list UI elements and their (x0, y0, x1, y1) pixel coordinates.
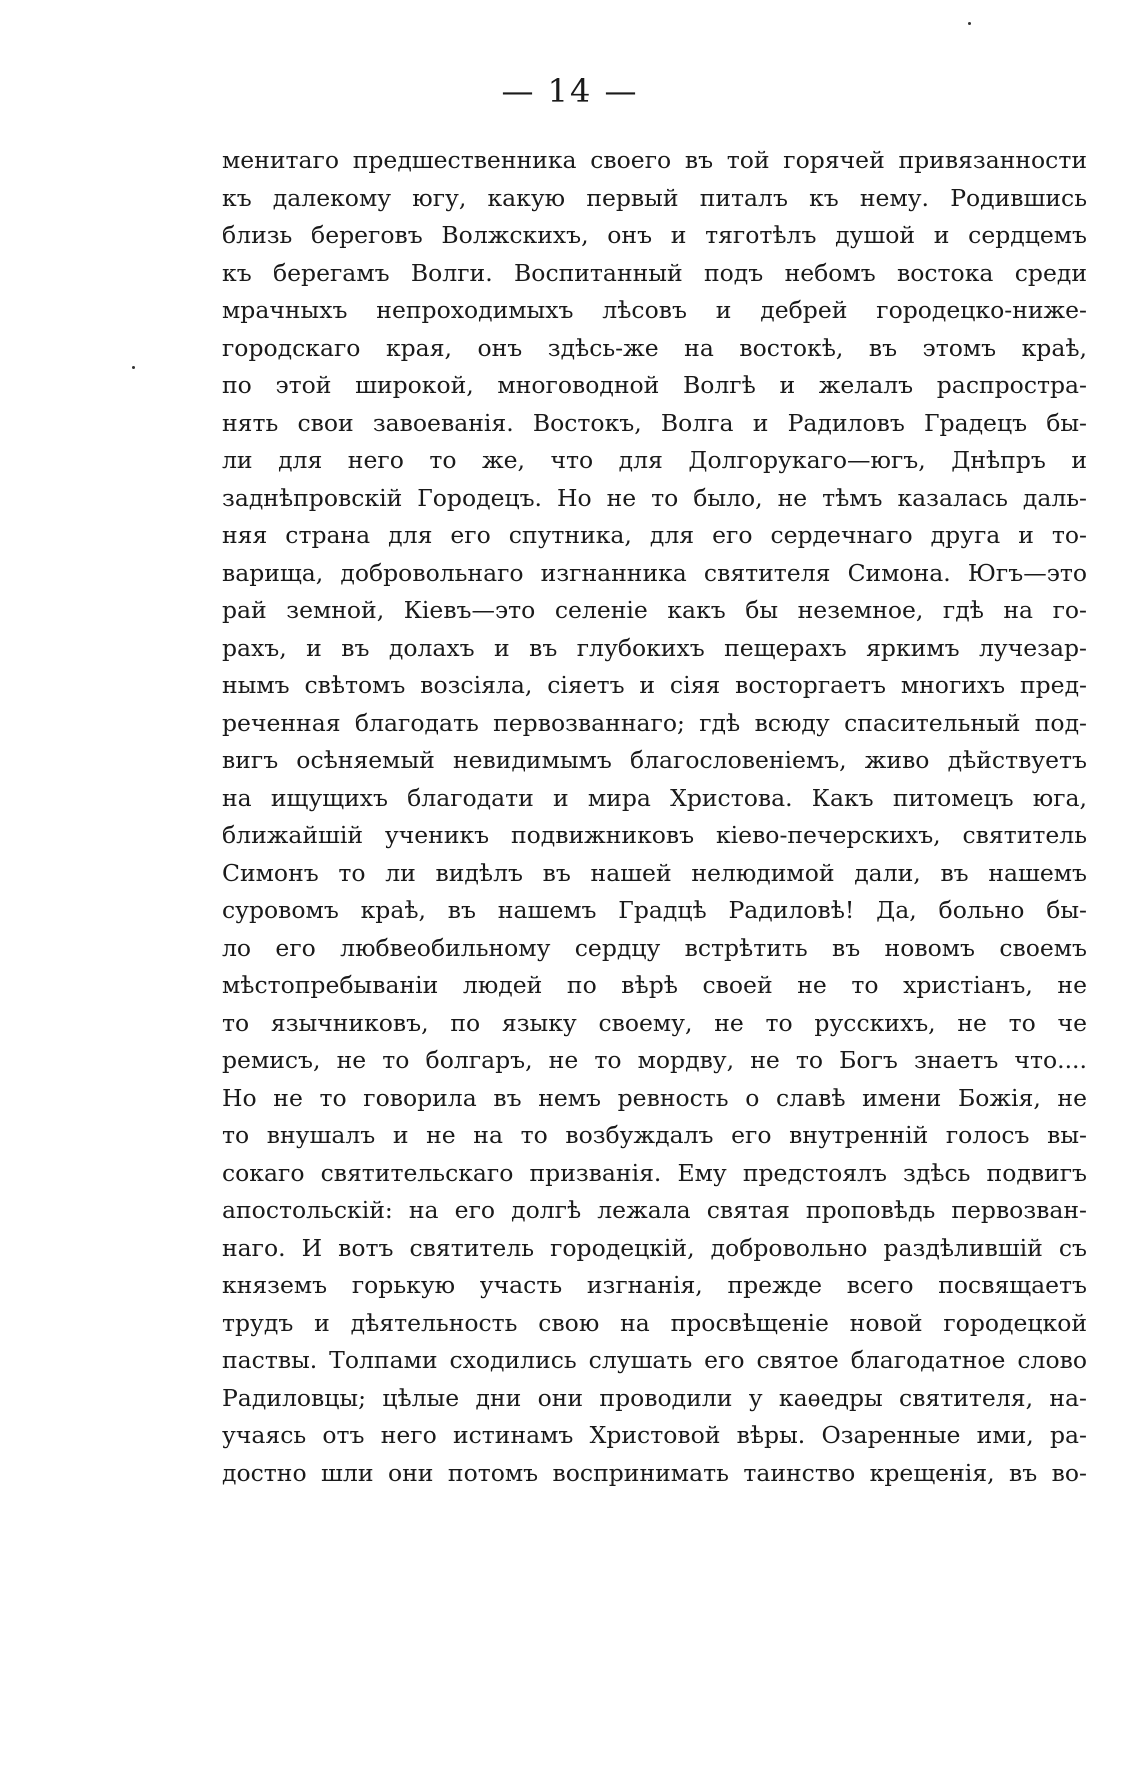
scan-speck (968, 22, 971, 25)
text-line: суровомъ краѣ, въ нашемъ Градцѣ Радиловѣ! Да, больно бы- (222, 896, 1087, 924)
text-line: заднѣпровскій Городецъ. Но не то было, не тѣмъ казалась даль- (222, 483, 1087, 512)
text-line: наго. И вотъ святитель городецкій, добровольно раздѣлившій съ (222, 1233, 1087, 1262)
text-line: вигъ осѣняемый невидимымъ благословеніемъ, живо дѣйствуетъ (222, 746, 1087, 774)
text-line: нять свои завоеванія. Востокъ, Волга и Радиловъ Градецъ бы- (222, 408, 1087, 437)
page-number: — 14 — (501, 72, 639, 110)
text-line: апостольскій: на его долгѣ лежала святая проповѣдь первозван- (222, 1196, 1087, 1224)
text-line: ло его любвеобильному сердцу встрѣтить въ новомъ своемъ (222, 933, 1087, 962)
text-line: рай земной, Кіевъ—это селеніе какъ бы неземное, гдѣ на го- (222, 596, 1087, 624)
text-line: менитаго предшественника своего въ той горячей привязанности (222, 146, 1087, 174)
text-line: Симонъ то ли видѣлъ въ нашей нелюдимой дали, въ нашемъ (222, 858, 1087, 887)
text-line: къ далекому югу, какую первый питалъ къ нему. Родившись (222, 183, 1087, 212)
text-line: то язычниковъ, по языку своему, не то русскихъ, не то че (222, 1008, 1087, 1037)
text-line: ремисъ, не то болгаръ, не то мордву, не то Богъ знаетъ что.... (222, 1046, 1087, 1074)
text-line: мрачныхъ непроходимыхъ лѣсовъ и дебрей городецко-ниже- (222, 296, 1087, 324)
body-text (222, 142, 1087, 1492)
text-line: по этой широкой, многоводной Волгѣ и желалъ распростра- (222, 371, 1087, 399)
text-line: городскаго края, онъ здѣсь-же на востокѣ, въ этомъ краѣ, (222, 333, 1087, 362)
text-line: нымъ свѣтомъ возсіяла, сіяетъ и сіяя восторгаетъ многихъ пред- (222, 671, 1087, 699)
text-line: паствы. Толпами сходились слушать его святое благодатное слово (222, 1346, 1087, 1374)
text-line: сокаго святительскаго призванія. Ему предстоялъ здѣсь подвигъ (222, 1158, 1087, 1187)
text-line: то внушалъ и не на то возбуждалъ его внутренній голосъ вы- (222, 1121, 1087, 1149)
text-line: реченная благодать первозваннаго; гдѣ всюду спасительный под- (222, 708, 1087, 737)
text-line: ближайшій ученикъ подвижниковъ кіево-печерскихъ, святитель (222, 821, 1087, 849)
text-line: къ берегамъ Волги. Воспитанный подъ небомъ востока среди (222, 258, 1087, 287)
text-line: варища, добровольнаго изгнанника святителя Симона. Югъ—это (222, 558, 1087, 587)
text-line: ли для него то же, что для Долгорукаго—югъ, Днѣпръ и (222, 446, 1087, 474)
text-line: рахъ, и въ долахъ и въ глубокихъ пещерахъ яркимъ лучезар- (222, 633, 1087, 662)
text-line: достно шли они потомъ воспринимать таинство крещенія, въ во- (222, 1458, 1087, 1487)
scan-speck (132, 366, 135, 369)
text-line: няя страна для его спутника, для его сердечнаго друга и то- (222, 521, 1087, 549)
text-line: Радиловцы; цѣлые дни они проводили у каѳедры святителя, на- (222, 1383, 1087, 1412)
text-line: близь береговъ Волжскихъ, онъ и тяготѣлъ душой и сердцемъ (222, 221, 1087, 249)
text-line: на ищущихъ благодати и мира Христова. Какъ питомецъ юга, (222, 783, 1087, 812)
text-line: Но не то говорила въ немъ ревность о славѣ имени Божія, не (222, 1083, 1087, 1112)
text-line: княземъ горькую участь изгнанія, прежде всего посвящаетъ (222, 1271, 1087, 1299)
text-line: мѣстопребываніи людей по вѣрѣ своей не то христіанъ, не (222, 971, 1087, 999)
text-line: учаясь отъ него истинамъ Христовой вѣры. Озаренные ими, ра- (222, 1421, 1087, 1449)
text-line: трудъ и дѣятельность свою на просвѣщеніе новой городецкой (222, 1308, 1087, 1337)
